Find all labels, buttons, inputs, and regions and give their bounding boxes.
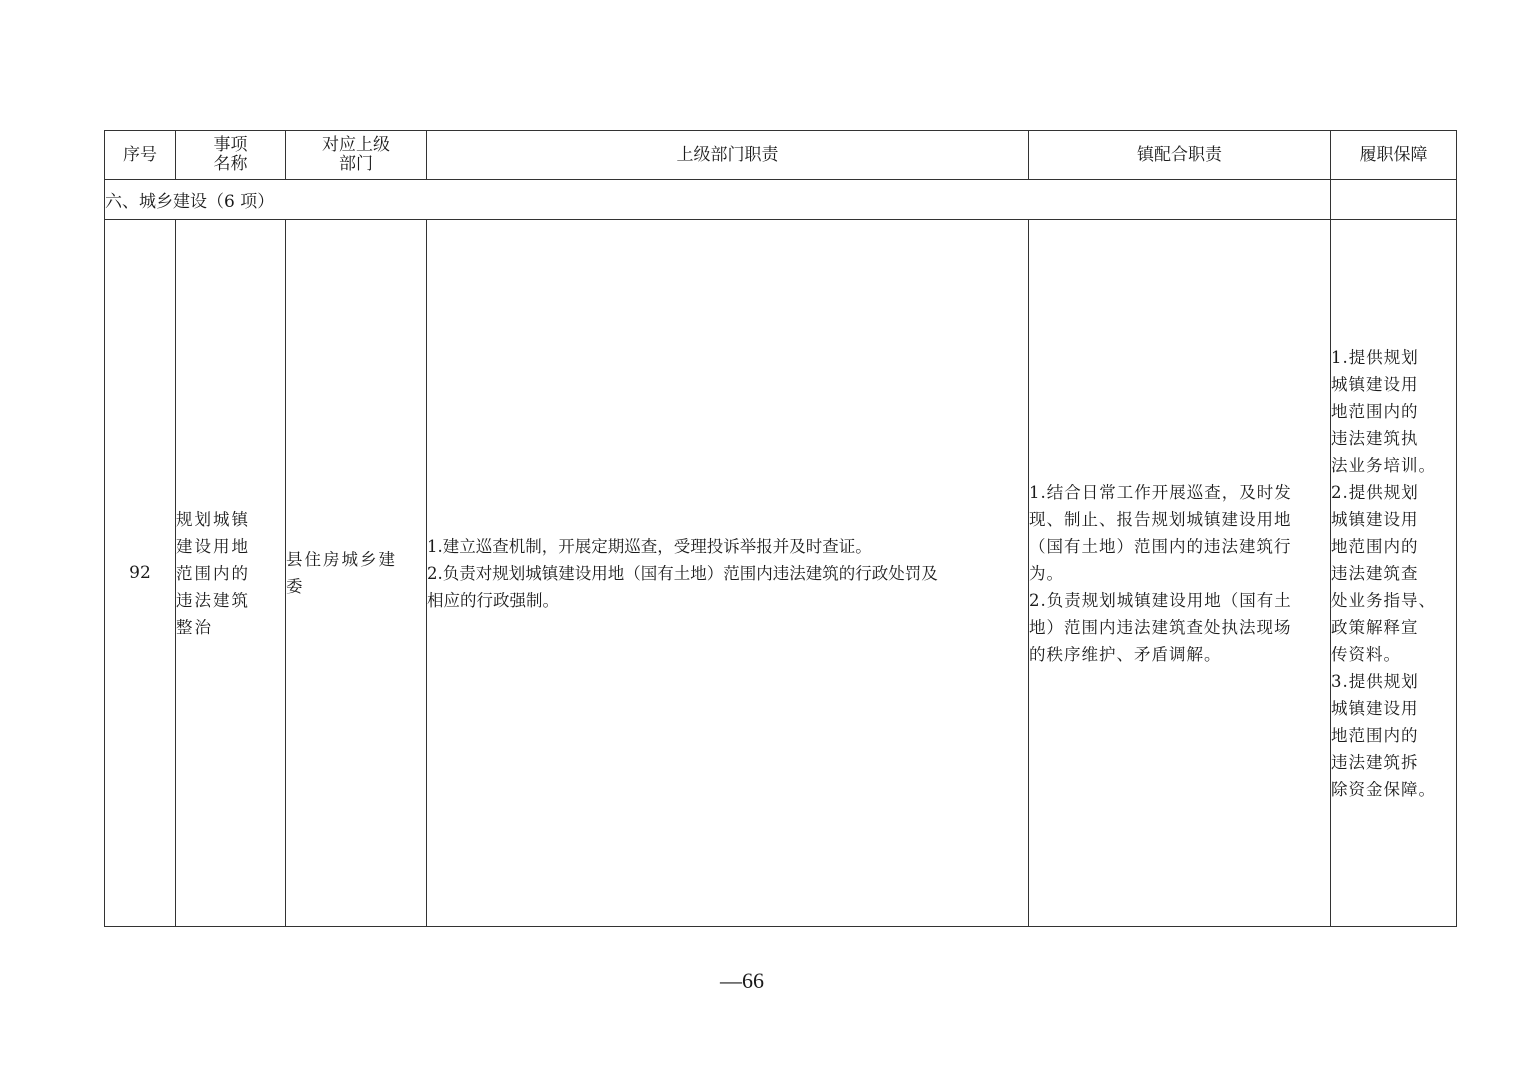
- item-name-line: 范围内的: [176, 563, 250, 583]
- item-name-line: 规划城镇: [176, 509, 250, 529]
- guarantee-line: 2.提供规划: [1331, 482, 1419, 502]
- town-duty-line: 2.负责规划城镇建设用地（国有土: [1029, 590, 1292, 610]
- row-dept: [286, 220, 427, 927]
- row-guarantee: [1331, 220, 1457, 927]
- guarantee-line: 违法建筑查: [1331, 563, 1419, 583]
- table-row: [105, 220, 1457, 927]
- town-duty-line: 的秩序维护、矛盾调解。: [1029, 644, 1222, 664]
- header-item-name-line2: 名称: [213, 154, 248, 174]
- header-superior-duty: 上级部门职责: [427, 131, 1029, 180]
- section-empty-cell: [1331, 180, 1457, 220]
- town-duty-line: （国有土地）范围内的违法建筑行: [1029, 536, 1292, 556]
- section-row: [105, 180, 1457, 220]
- guarantee-line: 违法建筑拆: [1331, 752, 1419, 772]
- guarantee-line: 1.提供规划: [1331, 347, 1419, 367]
- guarantee-line: 城镇建设用: [1331, 698, 1419, 718]
- header-town-duty: 镇配合职责: [1029, 131, 1331, 180]
- guarantee-line: 3.提供规划: [1331, 671, 1419, 691]
- header-dept: [286, 131, 427, 180]
- header-dept-line2: 部门: [339, 154, 373, 174]
- guarantee-line: 地范围内的: [1331, 725, 1419, 745]
- guarantee-line: 地范围内的: [1331, 536, 1419, 556]
- header-index: 序号: [105, 131, 176, 180]
- superior-duty-line: 2.负责对规划城镇建设用地（国有土地）范围内违法建筑的行政处罚及: [427, 563, 938, 583]
- guarantee-line: 处业务指导、: [1331, 590, 1436, 610]
- row-superior-duty: [427, 220, 1029, 927]
- header-dept-line1: 对应上级: [322, 135, 390, 155]
- row-town-duty: [1029, 220, 1331, 927]
- guarantee-line: 政策解释宣: [1331, 617, 1419, 637]
- page-number: —66: [720, 968, 764, 993]
- superior-duty-line: 相应的行政强制。: [427, 590, 559, 610]
- town-duty-line: 地）范围内违法建筑查处执法现场: [1029, 617, 1292, 637]
- dept-line: 委: [286, 577, 305, 596]
- item-name-line: 违法建筑: [176, 590, 250, 610]
- guarantee-line: 法业务培训。: [1331, 455, 1436, 475]
- town-duty-line: 现、制止、报告规划城镇建设用地: [1029, 509, 1292, 529]
- superior-duty-line: 1.建立巡查机制，开展定期巡查，受理投诉举报并及时查证。: [427, 536, 872, 556]
- item-name-line: 建设用地: [176, 536, 250, 556]
- town-duty-line: 为。: [1029, 563, 1064, 583]
- guarantee-line: 地范围内的: [1331, 401, 1419, 421]
- dept-line: 县住房城乡建: [286, 550, 397, 569]
- guarantee-line: 除资金保障。: [1331, 779, 1436, 799]
- header-item-name-line1: 事项: [213, 135, 248, 155]
- guarantee-line: 违法建筑执: [1331, 428, 1419, 448]
- header-item-name: [176, 131, 286, 180]
- header-guarantee: 履职保障: [1331, 131, 1457, 180]
- guarantee-line: 城镇建设用: [1331, 509, 1419, 529]
- section-title: 六、城乡建设（6 项）: [105, 180, 1331, 220]
- row-index: 92: [105, 220, 176, 927]
- table-header-row: [105, 131, 1457, 180]
- row-item-name: [176, 220, 286, 927]
- item-name-line: 整治: [176, 617, 213, 637]
- guarantee-line: 城镇建设用: [1331, 374, 1419, 394]
- guarantee-line: 传资料。: [1331, 644, 1401, 664]
- responsibility-table: [104, 130, 1457, 927]
- town-duty-line: 1.结合日常工作开展巡查，及时发: [1029, 482, 1292, 502]
